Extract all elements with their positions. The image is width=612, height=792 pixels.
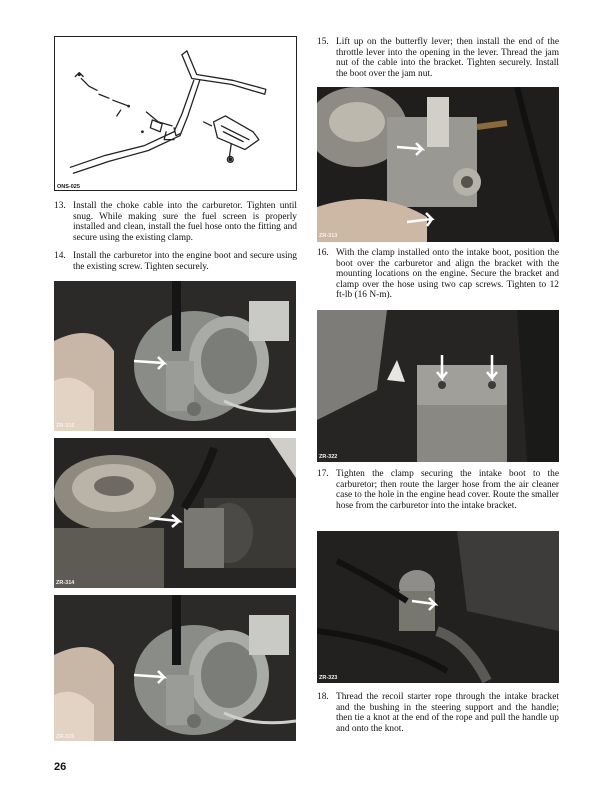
figure-label: ZR-322 [319,454,338,460]
figure-label: ZR-315 [56,423,75,429]
step-number: 18. [317,692,329,702]
page-number: 26 [54,761,67,773]
photo-intake-bracket [317,310,559,462]
step-text: Install the carburetor into the engine boot and secure using the existing screw. Tighten securely. [73,251,297,272]
photo-throttle-lever [317,87,559,242]
step-17 [317,469,559,511]
photo-carburetor-install [54,281,296,431]
step-number: 15. [317,37,329,47]
step-text: Lift up on the butterfly lever; then install the end of the throttle lever into the opening in the lever. Thread the jam nut of the cable into the bracket. Tighten securely. Install the boot over the jam nut. [336,37,559,79]
figure-label: ZR-314 [56,580,75,586]
step-14 [54,251,297,272]
step-number: 16. [317,248,329,258]
photo-engine-boot [54,438,296,588]
step-text: Install the choke cable into the carburetor. Tighten until snug. While making sure the fuel screen is properly installed and clean, install the fuel hose onto the fitting and secure using the existing clamp. [73,201,297,243]
step-text: Tighten the clamp securing the intake boot to the carburetor; then route the larger hose from the air cleaner case to the hole in the engine head cover. Route the smaller hose from the carburetor into the intake bracket. [336,469,559,511]
step-text: With the clamp installed onto the intake boot, position the boot over the carburetor and align the bracket with the mounting locations on the engine. Secure the bracket and clamp over the hose using two cap screws. Tighten to 12 ft-lb (16 N-m). [336,248,559,301]
handlebar-throttle-diagram [55,37,296,190]
step-15 [317,37,559,79]
figure-label: ONS-025 [57,184,80,190]
step-16 [317,248,559,301]
photo-carburetor-install-repeat [54,595,296,741]
step-18 [317,692,559,734]
step-number: 13. [54,201,66,211]
photo-hose-routing [317,531,559,683]
figure-label: ZR-323 [319,675,338,681]
step-number: 14. [54,251,66,261]
figure-label: ZR-313 [319,233,338,239]
step-text: Thread the recoil starter rope through the intake bracket and the bushing in the steering support and the handle; then tie a knot at the end of the rope and pull the handle up and onto the knot. [336,692,559,734]
figure-label: ZR-315 [56,734,75,740]
step-13 [54,201,297,243]
diagram-figure [54,36,297,191]
step-number: 17. [317,469,329,479]
